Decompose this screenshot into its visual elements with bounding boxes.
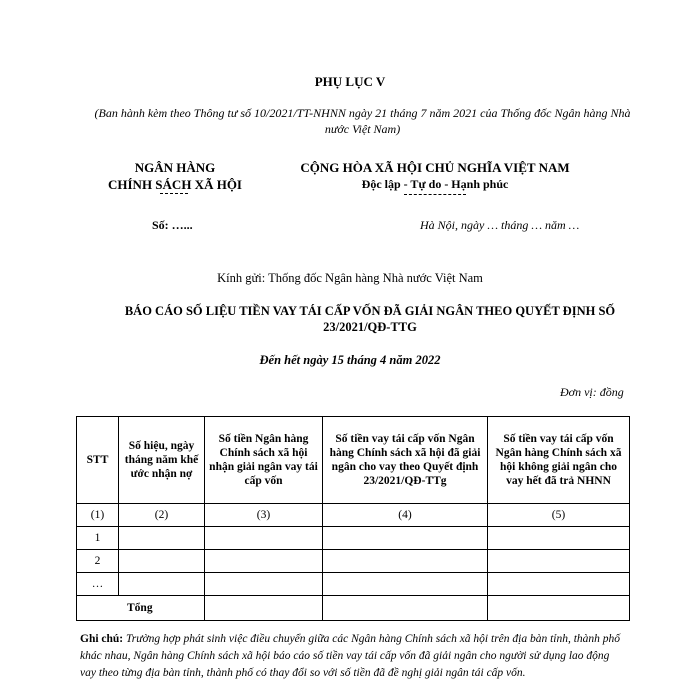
table-cell — [488, 527, 630, 550]
table-cell — [205, 527, 323, 550]
nation-motto: Độc lập - Tự do - Hạnh phúc — [361, 177, 509, 191]
column-number: (1) — [77, 504, 119, 527]
column-number: (2) — [119, 504, 205, 527]
total-label: Tổng — [77, 596, 205, 621]
recipient: Kính gửi: Thống đốc Ngân hàng Nhà nước Việt Nam — [217, 271, 483, 285]
column-number: (3) — [205, 504, 323, 527]
table-cell — [323, 550, 488, 573]
currency-unit: Đơn vị: đồng — [560, 385, 624, 399]
sender-name-line2: CHÍNH SÁCH XÃ HỘI — [108, 177, 242, 192]
header-received-amount: Số tiền Ngân hàng Chính sách xã hội nhận giải ngân vay tái cấp vốn — [205, 417, 323, 504]
header-repaid-amount: Số tiền vay tái cấp vốn Ngân hàng Chính sách xã hội không giải ngân cho vay hết đã trả NHNN — [488, 417, 630, 504]
table-cell — [488, 573, 630, 596]
table-cell — [323, 573, 488, 596]
header-stt: STT — [77, 417, 119, 504]
sender-divider — [160, 193, 188, 194]
place-date: Hà Nội, ngày … tháng … năm … — [420, 218, 580, 232]
header-contract: Số hiệu, ngày tháng năm khế ước nhận nợ — [119, 417, 205, 504]
footnote — [80, 631, 628, 682]
column-number-row — [77, 504, 630, 527]
table-row — [77, 527, 630, 550]
column-number: (5) — [488, 504, 630, 527]
table-cell — [488, 550, 630, 573]
row-index: 2 — [77, 550, 119, 573]
table-cell — [119, 573, 205, 596]
row-index: 1 — [77, 527, 119, 550]
document-number: Số: …... — [152, 218, 193, 232]
table-cell — [488, 596, 630, 621]
table-row — [77, 573, 630, 596]
table-cell — [119, 550, 205, 573]
table-cell — [205, 596, 323, 621]
table-cell — [205, 573, 323, 596]
row-index: … — [77, 573, 119, 596]
issued-note: (Ban hành kèm theo Thông tư số 10/2021/TT-NHNN ngày 21 tháng 7 năm 2021 của Thống đốc Ngân hàng Nhà nước Việt Nam) — [94, 106, 631, 136]
table-header-row — [77, 417, 630, 504]
table-row — [77, 550, 630, 573]
column-number: (4) — [323, 504, 488, 527]
table-cell — [323, 596, 488, 621]
report-table — [76, 416, 630, 621]
appendix-title: PHỤ LỤC V — [314, 74, 386, 89]
motto-divider — [404, 194, 466, 195]
header-disbursed-amount: Số tiền vay tái cấp vốn Ngân hàng Chính sách xã hội đã giải ngân cho vay theo Quyết định 23/2021/QĐ-TTg — [323, 417, 488, 504]
report-as-of-date: Đến hết ngày 15 tháng 4 năm 2022 — [259, 353, 441, 367]
table-cell — [205, 550, 323, 573]
report-title: BÁO CÁO SỐ LIỆU TIỀN VAY TÁI CẤP VỐN ĐÃ GIẢI NGÂN THEO QUYẾT ĐỊNH SỐ 23/2021/QĐ-TTG — [124, 304, 616, 334]
total-row — [77, 596, 630, 621]
sender-name-line1: NGÂN HÀNG — [134, 160, 216, 175]
footnote-text: Trường hợp phát sinh việc điều chuyển giữa các Ngân hàng Chính sách xã hội trên địa bàn tỉnh, thành phố khác nhau, Ngân hàng Chính sách xã hội báo cáo số tiền vay tái cấp vốn đã giải ngân cho người sử dụng lao động vay theo từng địa bàn tỉnh, thành phố có thay đổi so với số tiền đã đề nghị giải ngân tái cấp vốn. — [80, 633, 621, 679]
table-cell — [323, 527, 488, 550]
table-cell — [119, 527, 205, 550]
footnote-label: Ghi chú: — [80, 633, 124, 645]
nation-name: CỘNG HÒA XÃ HỘI CHỦ NGHĨA VIỆT NAM — [300, 160, 570, 175]
